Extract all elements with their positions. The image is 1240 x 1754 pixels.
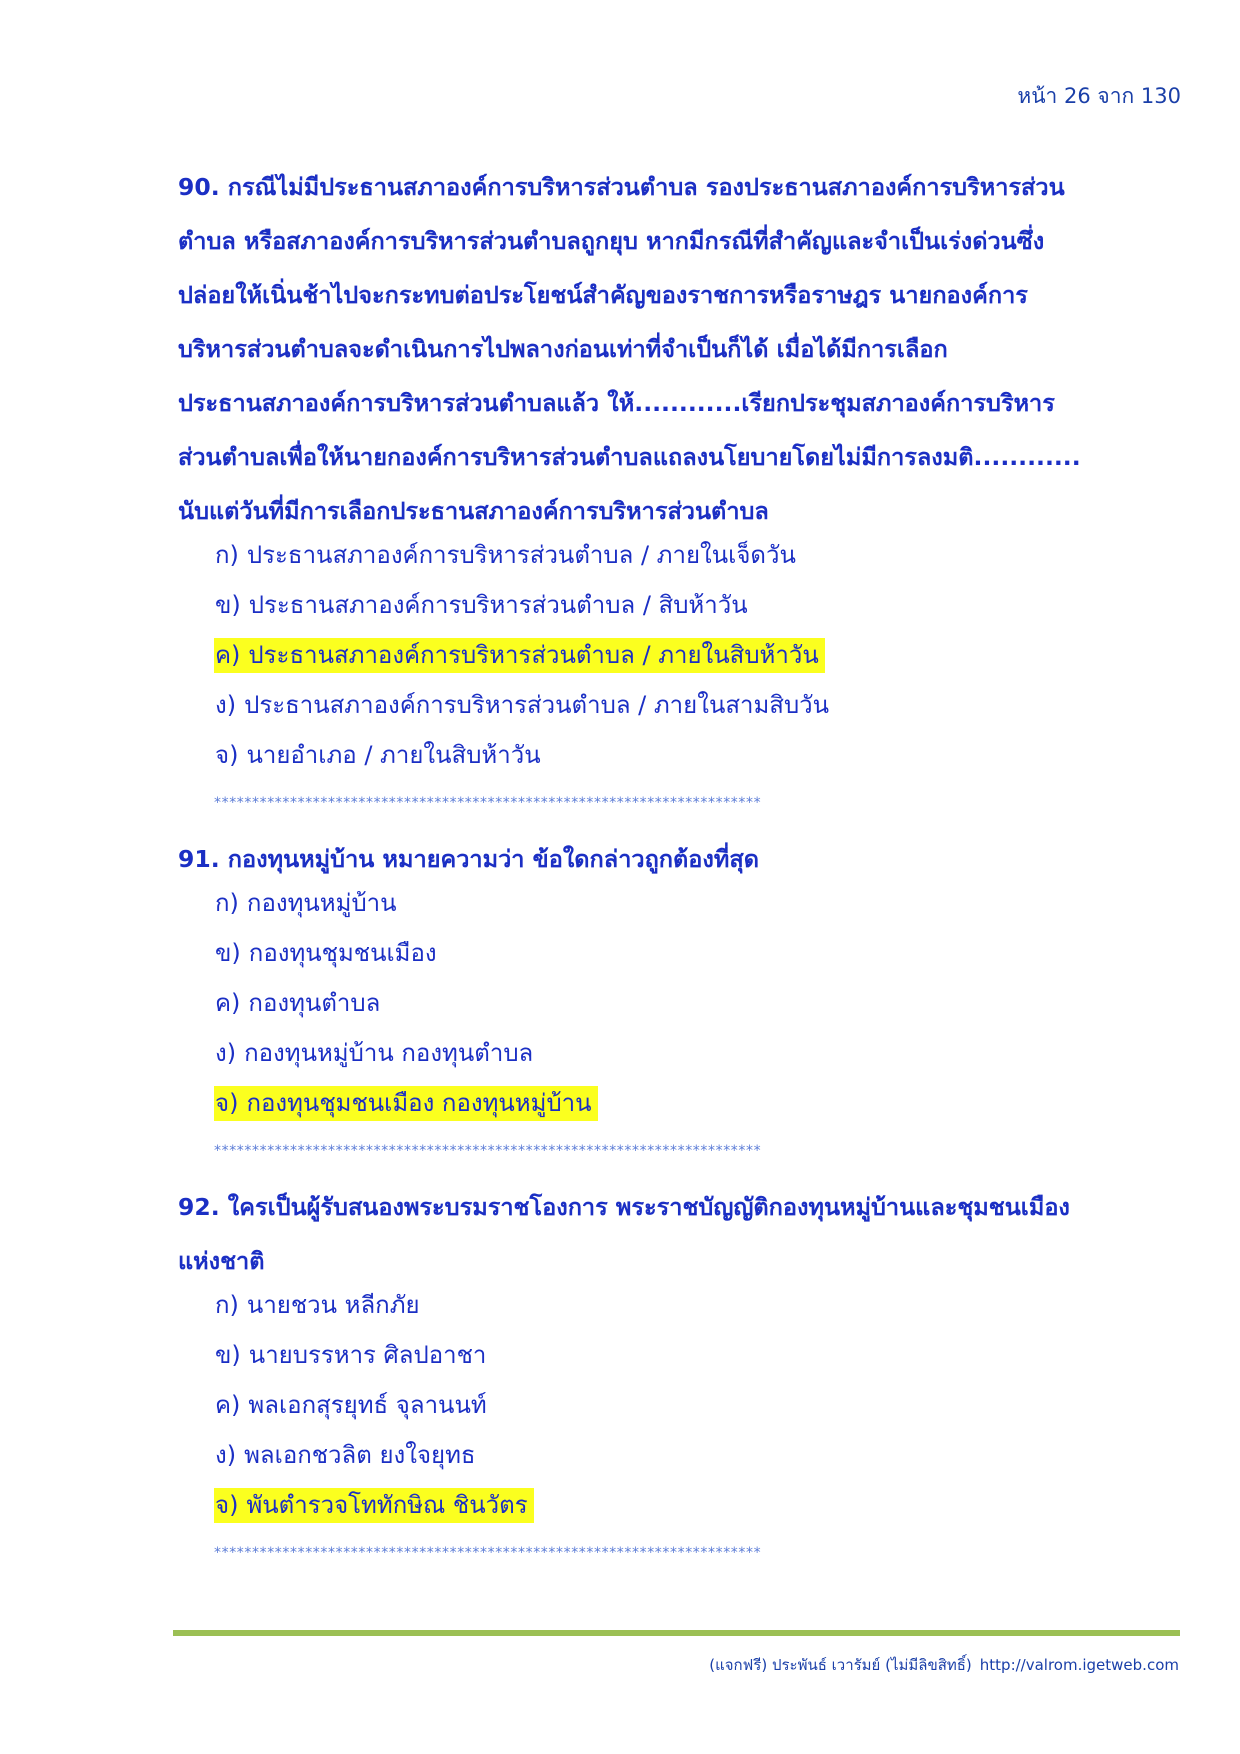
- question-91-title: 91. กองทุนหมู่บ้าน หมายความว่า ข้อใดกล่าวถูกต้องที่สุด: [178, 845, 759, 873]
- question-title-line: ตำบล หรือสภาองค์การบริหารส่วนตำบลถูกยุบ หากมีกรณีที่สำคัญและจำเป็นเร่งด่วนซึ่ง: [178, 227, 1045, 255]
- choice-item: [214, 936, 1188, 971]
- footer-url-link[interactable]: http://valrom.igetweb.com: [979, 1656, 1179, 1674]
- choice-item-answer: [214, 1488, 1188, 1523]
- separator-line: ************************************************************************: [214, 1545, 762, 1561]
- choice-text: กองทุนชุมชนเมือง กองทุนหมู่บ้าน: [246, 1089, 592, 1117]
- choice-item-answer: [214, 638, 1188, 673]
- question-92: [178, 1180, 1188, 1568]
- question-title-line: ประธานสภาองค์การบริหารส่วนตำบลแล้ว ให้............เรียกประชุมสภาองค์การบริหาร: [178, 389, 1055, 417]
- choice-list: [178, 538, 1188, 773]
- choice-item: [214, 986, 1188, 1021]
- choice-text: กองทุนหมู่บ้าน: [246, 889, 397, 917]
- choice-text: ประธานสภาองค์การบริหารส่วนตำบล / ภายในสิบห้าวัน: [248, 641, 819, 669]
- choice-letter: ข): [215, 939, 241, 967]
- choice-text: พันตำรวจโททักษิณ ชินวัตร: [246, 1491, 528, 1519]
- choice-item: [214, 738, 1188, 773]
- choice-letter: จ): [215, 741, 239, 769]
- choice-item: [214, 538, 1188, 573]
- choice-letter: ก): [215, 541, 239, 569]
- footer-rule: [173, 1630, 1180, 1636]
- footer-credit: (แจกฟรี) ประพันธ์ เวารัมย์ (ไม่มีลิขสิทธิ์): [709, 1656, 972, 1674]
- choice-text: นายชวน หลีกภัย: [246, 1291, 420, 1319]
- choice-text: กองทุนตำบล: [248, 989, 381, 1017]
- choice-item-answer: [214, 1086, 1188, 1121]
- choice-letter: จ): [215, 1491, 239, 1519]
- choice-text: ประธานสภาองค์การบริหารส่วนตำบล / สิบห้าวัน: [248, 591, 748, 619]
- choice-list: [178, 1288, 1188, 1523]
- choice-letter: ง): [215, 1441, 237, 1469]
- choice-item: [214, 1288, 1188, 1323]
- choice-text: กองทุนชุมชนเมือง: [248, 939, 437, 967]
- choice-item: [214, 1036, 1188, 1071]
- question-title-line: บริหารส่วนตำบลจะดำเนินการไปพลางก่อนเท่าที่จำเป็นก็ได้ เมื่อได้มีการเลือก: [178, 335, 948, 363]
- choice-text: นายอำเภอ / ภายในสิบห้าวัน: [246, 741, 541, 769]
- footer: [709, 1653, 1179, 1677]
- choice-item: [214, 1338, 1188, 1373]
- choice-list: [178, 886, 1188, 1121]
- question-90-title: [178, 160, 1188, 538]
- question-91: [178, 832, 1188, 1166]
- question-title-line: 92. ใครเป็นผู้รับสนองพระบรมราชโองการ พระราชบัญญัติกองทุนหมู่บ้านและชุมชนเมือง: [178, 1193, 1070, 1221]
- separator-line: ************************************************************************: [214, 795, 762, 811]
- choice-letter: ค): [215, 989, 241, 1017]
- choice-letter: ข): [215, 591, 241, 619]
- choice-item: [214, 1388, 1188, 1423]
- choice-letter: ก): [215, 889, 239, 917]
- choice-letter: ค): [215, 1391, 241, 1419]
- choice-item: [214, 886, 1188, 921]
- choice-text: นายบรรหาร ศิลปอาชา: [248, 1341, 487, 1369]
- question-title-line: ส่วนตำบลเพื่อให้นายกองค์การบริหารส่วนตำบลแถลงนโยบายโดยไม่มีการลงมติ............: [178, 443, 1081, 471]
- choice-item: [214, 688, 1188, 723]
- question-92-title: [178, 1180, 1188, 1288]
- choice-letter: ก): [215, 1291, 239, 1319]
- choice-letter: ข): [215, 1341, 241, 1369]
- choice-letter: จ): [215, 1089, 239, 1117]
- choice-text: พลเอกสุรยุทธ์ จุลานนท์: [248, 1391, 487, 1419]
- choice-text: พลเอกชวลิต ยงใจยุทธ: [244, 1441, 476, 1469]
- separator-line: ************************************************************************: [214, 1143, 762, 1159]
- question-90: [178, 160, 1188, 818]
- choice-item: [214, 588, 1188, 623]
- choice-letter: ง): [215, 691, 237, 719]
- choice-letter: ค): [215, 641, 241, 669]
- question-title-line: ปล่อยให้เนิ่นช้าไปจะกระทบต่อประโยชน์สำคัญของราชการหรือราษฎร นายกองค์การ: [178, 281, 1028, 309]
- choice-text: กองทุนหมู่บ้าน กองทุนตำบล: [244, 1039, 534, 1067]
- choice-text: ประธานสภาองค์การบริหารส่วนตำบล / ภายในสามสิบวัน: [244, 691, 830, 719]
- question-title-line: นับแต่วันที่มีการเลือกประธานสภาองค์การบริหารส่วนตำบล: [178, 497, 769, 525]
- choice-text: ประธานสภาองค์การบริหารส่วนตำบล / ภายในเจ็ดวัน: [246, 541, 796, 569]
- choice-item: [214, 1438, 1188, 1473]
- question-list: [178, 160, 1188, 1582]
- question-title-line: แห่งชาติ: [178, 1247, 265, 1275]
- choice-letter: ง): [215, 1039, 237, 1067]
- question-title-line: 90. กรณีไม่มีประธานสภาองค์การบริหารส่วนตำบล รองประธานสภาองค์การบริหารส่วน: [178, 173, 1065, 201]
- page-number: หน้า 26 จาก 130: [1017, 84, 1181, 108]
